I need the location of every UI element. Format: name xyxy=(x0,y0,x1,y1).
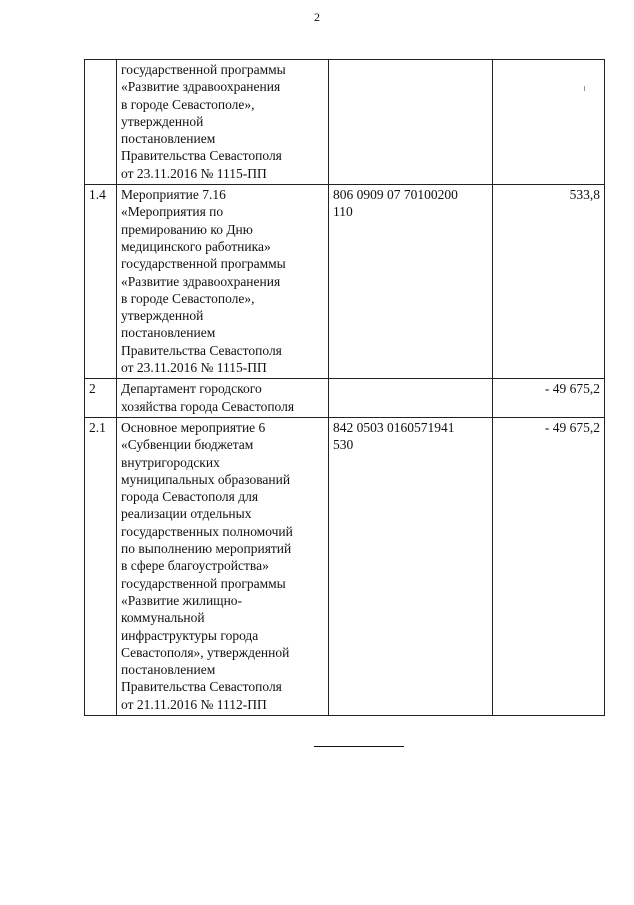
budget-code xyxy=(329,417,493,715)
text-line: Мероприятие 7.16 xyxy=(121,187,226,203)
text-line: 110 xyxy=(333,204,353,220)
text-line: 806 0909 07 70100200 xyxy=(333,187,458,203)
amount: - 49 675,2 xyxy=(493,417,605,715)
budget-code xyxy=(329,185,493,379)
text-line: хозяйства города Севастополя xyxy=(121,398,295,414)
text-line: Правительства Севастополя xyxy=(121,342,282,358)
text-line: от 21.11.2016 № 1112-ПП xyxy=(121,696,267,712)
measure-description xyxy=(117,185,329,379)
text-line: Правительства Севастополя xyxy=(121,148,282,164)
text-line: «Развитие жилищно- xyxy=(121,592,243,608)
amount: 533,8 xyxy=(493,185,605,379)
text-line: Правительства Севастополя xyxy=(121,679,282,695)
text-line: медицинского работника» xyxy=(121,238,271,254)
budget-code xyxy=(329,379,493,418)
measure-description xyxy=(117,417,329,715)
measure-description xyxy=(117,60,329,185)
budget-code xyxy=(329,60,493,185)
text-line: утвержденной xyxy=(121,113,204,129)
text-line: муниципальных образований xyxy=(121,471,291,487)
text-line: коммунальной xyxy=(121,610,205,626)
table-row xyxy=(85,417,605,715)
text-line: государственной программы xyxy=(121,62,286,77)
amount: - 49 675,2 xyxy=(493,379,605,418)
text-line: постановлением xyxy=(121,131,216,147)
row-number: 2.1 xyxy=(85,417,117,715)
text-line: 530 xyxy=(333,437,354,453)
text-line: внутригородских xyxy=(121,454,220,470)
table-row xyxy=(85,185,605,379)
text-line: в городе Севастополе», xyxy=(121,96,255,112)
end-of-document-rule xyxy=(314,746,404,747)
text-line: инфраструктуры города xyxy=(121,627,259,643)
text-line: государственной программы xyxy=(121,256,286,272)
text-line: «Развитие здравоохранения xyxy=(121,79,281,95)
amount xyxy=(493,60,605,185)
text-line: 842 0503 0160571941 xyxy=(333,419,455,435)
text-line: Основное мероприятие 6 xyxy=(121,419,266,435)
text-line: от 23.11.2016 № 1115-ПП xyxy=(121,165,267,181)
text-line: премированию ко Дню xyxy=(121,221,253,237)
measure-description xyxy=(117,379,329,418)
text-line: постановлением xyxy=(121,662,216,678)
page-number: 2 xyxy=(314,10,320,24)
text-line: «Развитие здравоохранения xyxy=(121,273,281,289)
text-line: государственной программы xyxy=(121,575,286,591)
table-row xyxy=(85,60,605,185)
text-line: государственных полномочий xyxy=(121,523,293,539)
text-line: постановлением xyxy=(121,325,216,341)
text-line: «Мероприятия по xyxy=(121,204,224,220)
text-line: в сфере благоустройства» xyxy=(121,558,269,574)
text-line: «Субвенции бюджетам xyxy=(121,437,254,453)
text-line: от 23.11.2016 № 1115-ПП xyxy=(121,360,267,376)
table-row xyxy=(85,379,605,418)
row-number: 1.4 xyxy=(85,185,117,379)
text-line: города Севастополя для xyxy=(121,489,259,505)
row-number xyxy=(85,60,117,185)
row-number: 2 xyxy=(85,379,117,418)
text-line: в городе Севастополе», xyxy=(121,290,255,306)
text-line: по выполнению мероприятий xyxy=(121,541,292,557)
text-line: реализации отдельных xyxy=(121,506,252,522)
text-line: Департамент городского xyxy=(121,381,262,397)
budget-table xyxy=(84,59,605,716)
text-line: Севастополя», утвержденной xyxy=(121,644,290,660)
text-line: утвержденной xyxy=(121,308,204,324)
